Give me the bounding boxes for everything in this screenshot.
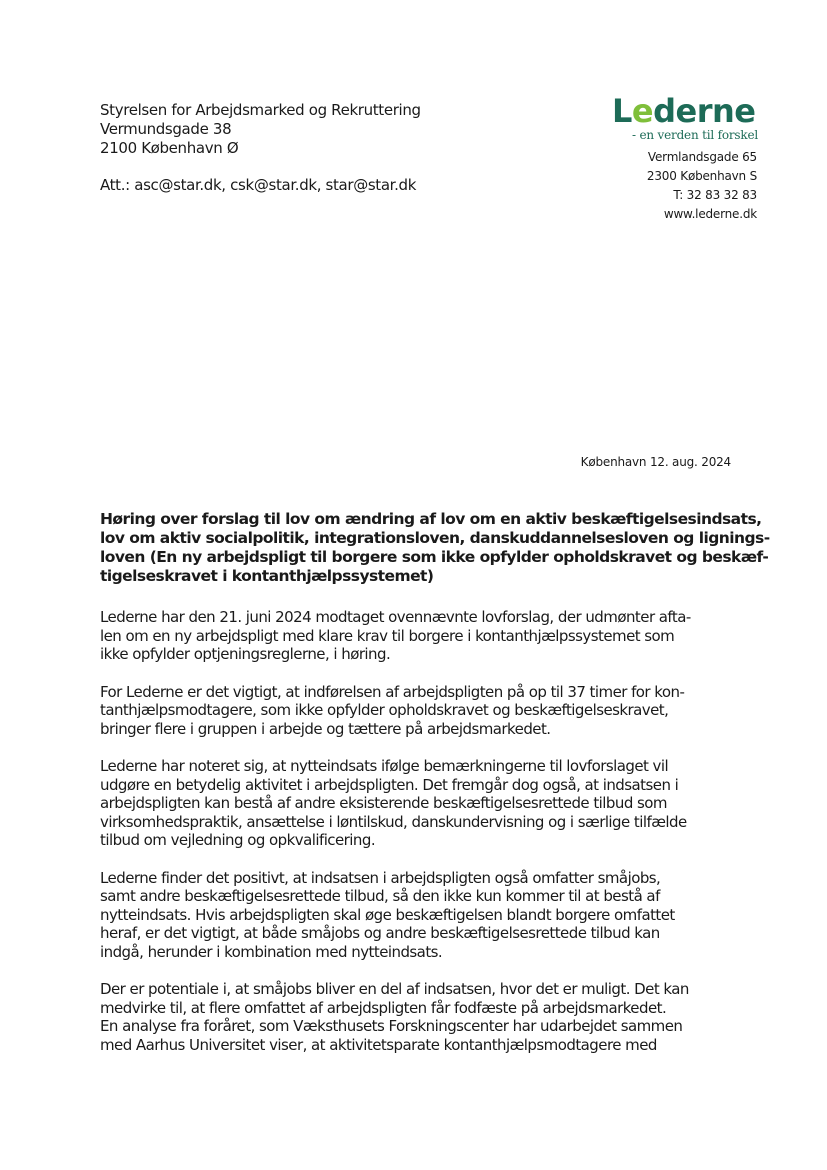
text-line: udgøre en betydelig aktivitet i arbejdspligten. Det fremgår dog også, at indsatsen i	[100, 775, 679, 794]
text-line: Lederne har noteret sig, at nytteindsats ifølge bemærkningerne til lovforslaget vil	[100, 757, 669, 775]
heading-line: tigelseskravet i kontanthjælpssystemet)	[100, 567, 434, 585]
paragraph-2	[100, 683, 740, 739]
paragraph-5	[100, 980, 740, 1054]
text-line: medvirke til, at flere omfattet af arbejdspligten får fodfæste på arbejdsmarkedet.	[100, 998, 667, 1017]
sender-address	[647, 148, 757, 224]
text-line: indgå, herunder i kombination med nytteindsats.	[100, 942, 443, 961]
text-line: nytteindsats. Hvis arbejdspligten skal øge beskæftigelsen blandt borgere omfattet	[100, 905, 675, 924]
recipient-address	[100, 101, 421, 158]
text-line: arbejdspligten kan bestå af andre eksisterende beskæftigelsesrettede tilbud som	[100, 794, 667, 812]
logo-letters-derne: derne	[653, 92, 756, 130]
attention-line: Att.: asc@star.dk, csk@star.dk, star@star.dk	[100, 176, 417, 194]
sender-city: 2300 København S	[646, 169, 757, 183]
text-line: For Lederne er det vigtigt, at indførelsen af arbejdspligten på op til 37 timer for kon-	[100, 682, 685, 701]
text-line: len om en ny arbejdspligt med klare krav til borgere i kontanthjælpssystemet som	[100, 626, 675, 645]
recipient-city: 2100 København Ø	[100, 139, 239, 157]
heading-line: loven (En ny arbejdspligt til borgere som ikke opfylder opholdskravet og beskæf-	[100, 548, 769, 566]
text-line: Der er potentiale i, at småjobs bliver en del af indsatsen, hvor det er muligt. Det kan	[100, 980, 689, 998]
lederne-logo	[612, 94, 758, 142]
recipient-name: Styrelsen for Arbejdsmarked og Rekruttering	[100, 101, 421, 119]
text-line: Lederne har den 21. juni 2024 modtaget ovennævnte lovforslag, der udmønter afta-	[100, 608, 691, 626]
text-line: tanthjælpsmodtagere, som ikke opfylder opholdskravet og beskæftigelseskravet,	[100, 701, 669, 719]
sender-phone: T: 32 83 32 83	[673, 188, 757, 202]
letter-date: København 12. aug. 2024	[580, 455, 731, 469]
paragraph-4	[100, 869, 740, 962]
text-line: tilbud om vejledning og opkvalificering.	[100, 831, 376, 849]
logo-accent-e: e	[631, 92, 654, 130]
paragraph-3	[100, 757, 740, 850]
letter-heading	[100, 510, 770, 586]
text-line: virksomhedspraktik, ansættelse i løntilskud, danskundervisning og i særlige tilfælde	[100, 812, 687, 831]
sender-street: Vermlandsgade 65	[647, 150, 757, 164]
heading-line: lov om aktiv socialpolitik, integrationsloven, danskuddannelsesloven og lignings-	[100, 529, 770, 547]
logo-letter-l: L	[612, 92, 632, 130]
text-line: med Aarhus Universitet viser, at aktivitetsparate kontanthjælpsmodtagere med	[100, 1035, 657, 1054]
letter-body	[100, 510, 770, 1073]
logo-tagline: - en verden til forskel	[632, 128, 758, 142]
text-line: Lederne finder det positivt, at indsatsen i arbejdspligten også omfatter småjobs,	[100, 868, 661, 887]
recipient-street: Vermundsgade 38	[100, 120, 232, 138]
sender-website: www.lederne.dk	[663, 207, 757, 221]
text-line: En analyse fra foråret, som Væksthusets Forskningscenter har udarbejdet sammen	[100, 1017, 683, 1035]
text-line: heraf, er det vigtigt, at både småjobs og andre beskæftigelsesrettede tilbud kan	[100, 924, 660, 942]
text-line: bringer flere i gruppen i arbejde og tættere på arbejdsmarkedet.	[100, 719, 551, 738]
logo-wordmark	[612, 94, 758, 128]
text-line: samt andre beskæftigelsesrettede tilbud, så den ikke kun kommer til at bestå af	[100, 887, 660, 905]
paragraph-1	[100, 608, 740, 664]
text-line: ikke opfylder optjeningsreglerne, i høring.	[100, 645, 391, 663]
heading-line: Høring over forslag til lov om ændring af lov om en aktiv beskæftigelsesindsats,	[100, 510, 762, 528]
